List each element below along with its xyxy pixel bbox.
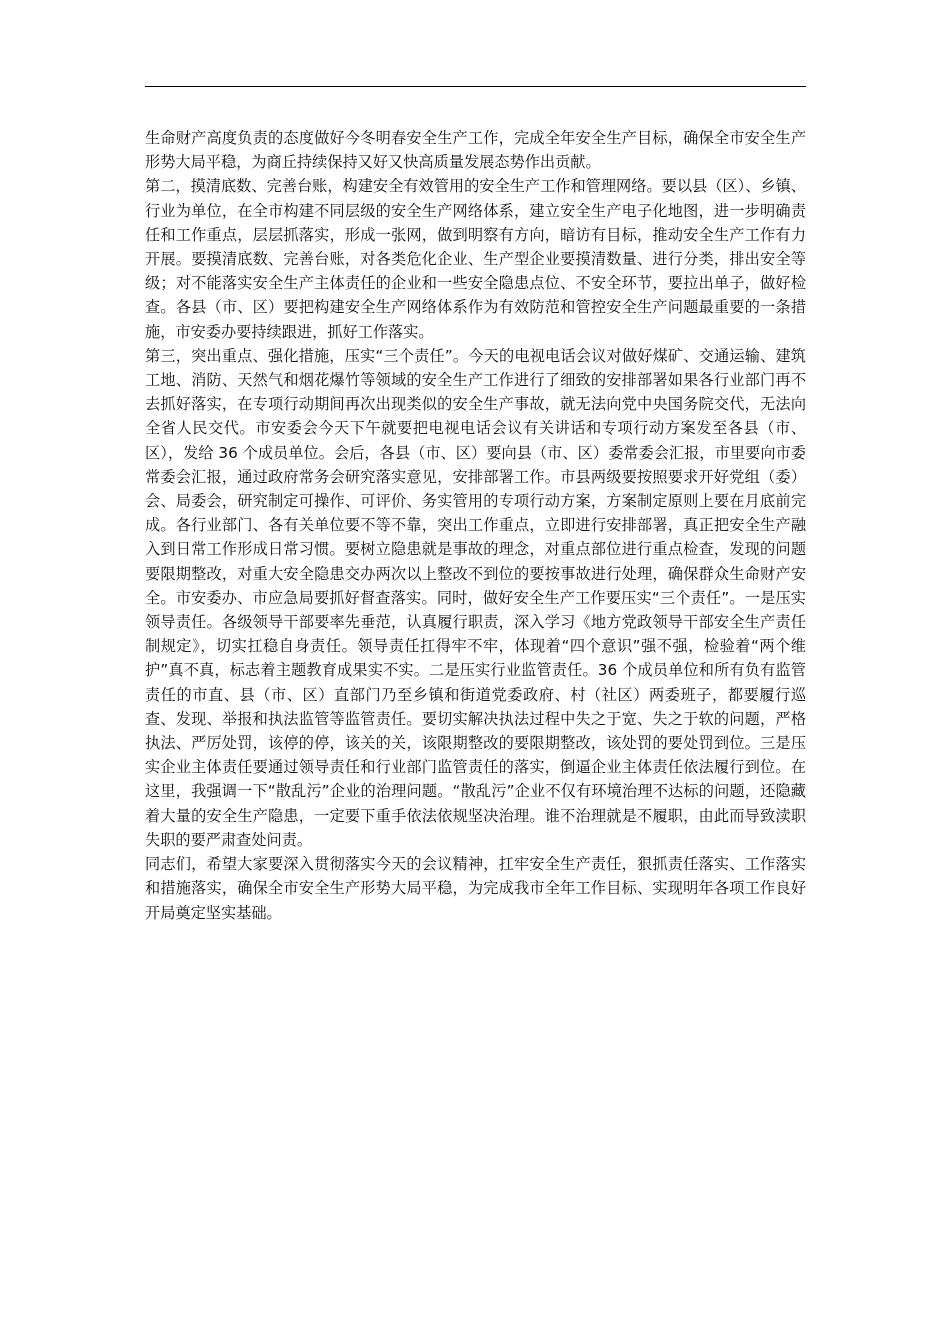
paragraph-third-point: 第三，突出重点、强化措施，压实“三个责任”。今天的电视电话会议对做好煤矿、交通运输、建筑工地、消防、天然气和烟花爆竹等领域的安全生产工作进行了细致的安排部署如果各行业部门再不去抓好落实，在专项行动期间再次出现类似的安全生产事故，就无法向党中央国务院交代，无法向全省人民交代。市安委会今天下午就要把电视电话会议有关讲话和专项行动方案发至各县（市、区），发给 36 个成员单位。会后，各县（市、区）要向县（市、区）委常委会汇报，市里要向市委常委会汇报，通过政府常务会研究落实意见，安排部署工作。市县两级要按照要求开好党组（委）会、局委会，研究制定可操作、可评价、务实管用的专项行动方案，方案制定原则上要在月底前完成。各行业部门、各有关单位要不等不靠，突出工作重点，立即进行安排部署，真正把安全生产融入到日常工作形成日常习惯。要树立隐患就是事故的理念，对重点部位进行重点检查，发现的问题要限期整改，对重大安全隐患交办两次以上整改不到位的要按事故进行处理，确保群众生命财产安全。市安委办、市应急局要抓好督查落实。同时，做好安全生产工作要压实“三个责任”。一是压实领导责任。各级领导干部要率先垂范，认真履行职责，深入学习《地方党政领导干部安全生产责任制规定》，切实扛稳自身责任。领导责任扛得牢不牢，体现着“四个意识”强不强，检验着“两个维护”真不真，标志着主题教育成果实不实。二是压实行业监管责任。36 个成员单位和所有负有监管责任的市直、县（市、区）直部门乃至乡镇和街道党委政府、村（社区）两委班子，都要履行巡查、发现、举报和执法监管等监管责任。要切实解决执法过程中失之于宽、失之于软的问题，严格执法、严厉处罚，该停的停，该关的关，该限期整改的要限期整改，该处罚的要处罚到位。三是压实企业主体责任要通过领导责任和行业部门监管责任的落实，倒逼企业主体责任依法履行到位。在这里，我强调一下“散乱污”企业的治理问题。“散乱污”企业不仅有环境治理不达标的问题，还隐藏着大量的安全生产隐患，一定要下重手依法依规坚决治理。谁不治理就是不履职，由此而导致渎职失职的要严肃查处问责。 xyxy=(145,346,806,849)
paragraph-closing: 同志们，希望大家要深入贯彻落实今天的会议精神，扛牢安全生产责任，狠抓责任落实、工作落实和措施落实，确保全市安全生产形势大局平稳，为完成我市全年工作目标、实现明年各项工作良好开局奠定坚实基础。 xyxy=(145,855,806,922)
paragraph-second-point: 第二，摸清底数、完善台账，构建安全有效管用的安全生产工作和管理网络。要以县（区）、乡镇、行业为单位，在全市构建不同层级的安全生产网络体系，建立安全生产电子化地图，进一步明确责任和工作重点，层层抓落实，形成一张网，做到明察有方向，暗访有目标，推动安全生产工作有力开展。要摸清底数、完善台账，对各类危化企业、生产型企业要摸清数量、进行分类，排出安全等级；对不能落实安全生产主体责任的企业和一些安全隐患点位、不安全环节，要拉出单子，做好检查。各县（市、区）要把构建安全生产网络体系作为有效防范和管控安全生产问题最重要的一条措施，市安委办要持续跟进，抓好工作落实。 xyxy=(145,177,806,341)
document-body xyxy=(145,126,806,925)
header-divider xyxy=(145,86,806,87)
paragraph-continuation: 生命财产高度负责的态度做好今冬明春安全生产工作，完成全年安全生产目标，确保全市安全生产形势大局平稳，为商丘持续保持又好又快高质量发展态势作出贡献。 xyxy=(145,129,806,172)
